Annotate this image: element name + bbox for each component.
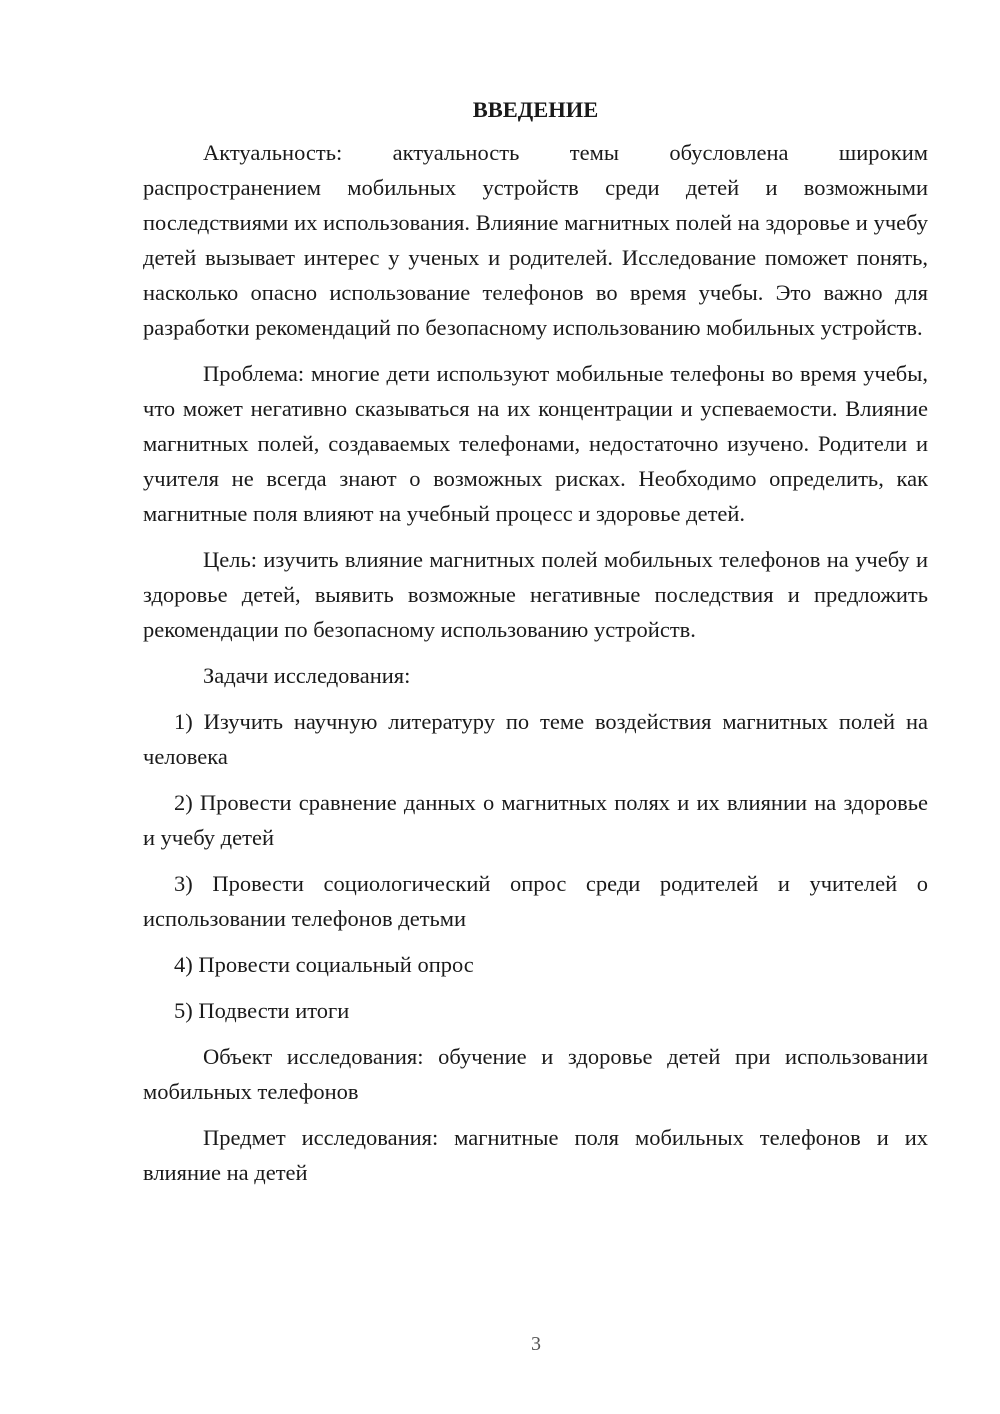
paragraph-object: Объект исследования: обучение и здоровье детей при использовании мобильных телефонов: [143, 1044, 928, 1104]
paragraph-problem: Проблема: многие дети используют мобильные телефоны во время учебы, что может негативно сказываться на их концентрации и успеваемости. Влияние магнитных полей, создаваемых телефонами, недостаточно изучено. Родители и учителя не всегда знают о возможных рисках. Необходимо определить, как магнитные поля влияют на учебный процесс и здоровье детей.: [143, 361, 928, 526]
paragraph-goal: Цель: изучить влияние магнитных полей мобильных телефонов на учебу и здоровье детей, выявить возможные негативные последствия и предложить рекомендации по безопасному использованию устройств.: [143, 547, 928, 642]
list-item: 1) Изучить научную литературу по теме воздействия магнитных полей на человека: [143, 709, 928, 769]
list-item: 3) Провести социологический опрос среди родителей и учителей о использовании телефонов детьми: [143, 871, 928, 931]
tasks-list: [143, 704, 928, 1028]
section-heading: ВВЕДЕНИЕ: [472, 97, 599, 122]
tasks-title: Задачи исследования:: [203, 663, 411, 688]
list-item: 2) Провести сравнение данных о магнитных полях и их влиянии на здоровье и учебу детей: [143, 790, 928, 850]
paragraph-subject: Предмет исследования: магнитные поля мобильных телефонов и их влияние на детей: [143, 1125, 928, 1185]
list-item: 5) Подвести итоги: [174, 998, 350, 1023]
paragraph-relevance: Актуальность: актуальность темы обусловлена широким распространением мобильных устройств среди детей и возможными последствиями их использования. Влияние магнитных полей на здоровье и учебу детей вызывает интерес у ученых и родителей. Исследование поможет понять, насколько опасно использование телефонов во время учебы. Это важно для разработки рекомендаций по безопасному использованию мобильных устройств.: [143, 140, 928, 340]
list-item: 4) Провести социальный опрос: [174, 952, 474, 977]
page-number: 3: [531, 1333, 541, 1355]
page-content: [143, 92, 928, 1201]
